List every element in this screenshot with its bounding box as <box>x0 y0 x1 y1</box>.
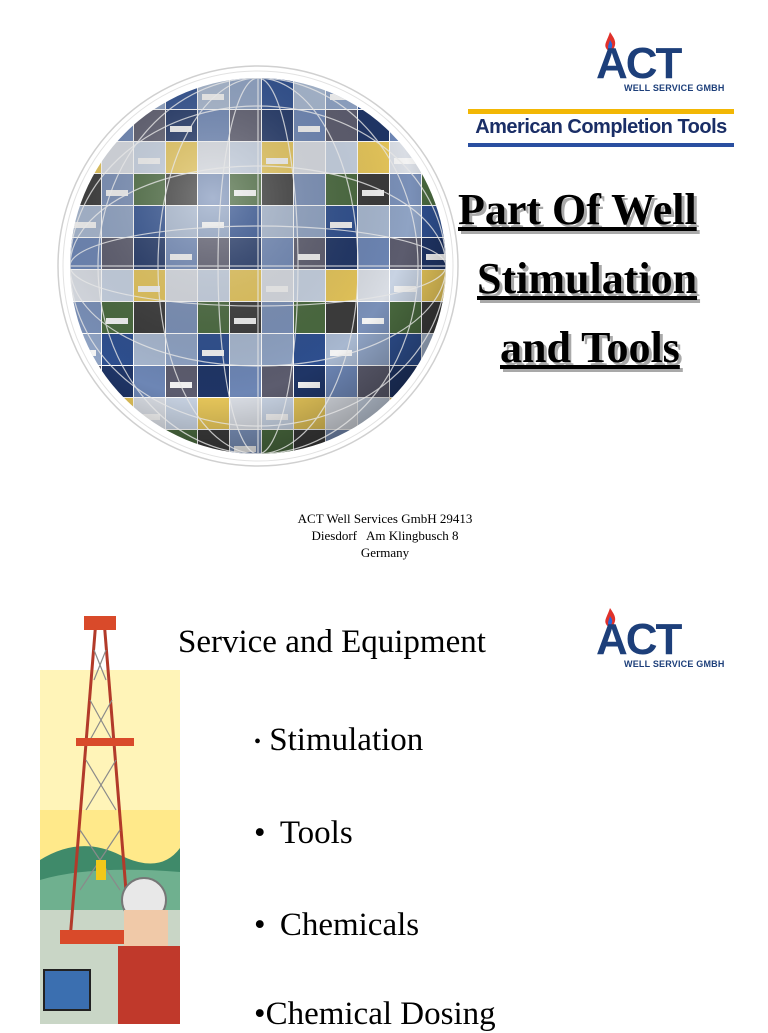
globe-tile-highlight <box>426 126 448 132</box>
act-logo <box>592 30 742 100</box>
globe-tile <box>70 430 101 461</box>
globe-tile-highlight <box>106 446 128 452</box>
act-logo-2 <box>592 606 742 676</box>
globe-tile <box>422 110 453 141</box>
logo-letters: ACT <box>596 615 681 664</box>
title-line-2: Stimulation <box>477 254 698 303</box>
address-line-3: Germany <box>360 545 410 560</box>
logo-subtitle: WELL SERVICE GMBH <box>624 659 725 669</box>
globe-tile <box>390 78 421 109</box>
company-address <box>250 510 520 561</box>
brand-bar-bottom-stripe <box>468 143 734 147</box>
globe-tile <box>70 110 101 141</box>
globe-tile <box>102 430 133 461</box>
address-line-2: Diesdorf Am Klingbusch 8 <box>311 528 459 543</box>
drilling-rig-illustration <box>40 610 180 1024</box>
bullet-item <box>254 815 353 852</box>
bullet-text: Stimulation <box>269 722 424 758</box>
address-line-1: ACT Well Services GmbH 29413 <box>297 511 473 526</box>
bullet-marker: • <box>254 730 262 753</box>
globe-tile <box>422 366 453 397</box>
globe-tile <box>390 398 421 429</box>
globe-tile <box>102 78 133 109</box>
globe-image <box>52 60 464 472</box>
globe-tile <box>70 366 101 397</box>
globe-tile-highlight <box>426 382 448 388</box>
globe-tile <box>70 398 101 429</box>
globe-tile <box>390 430 421 461</box>
globe-tile <box>358 430 389 461</box>
bullet-marker: • <box>254 815 266 851</box>
logo-letters: ACT <box>596 39 681 88</box>
globe-tile <box>358 78 389 109</box>
globe-tile <box>422 430 453 461</box>
globe-tile <box>102 398 133 429</box>
globe-tile-highlight <box>394 414 416 420</box>
brand-bar-top-stripe <box>468 109 734 114</box>
logo-subtitle: WELL SERVICE GMBH <box>624 83 725 93</box>
globe-illustration <box>52 60 464 472</box>
bullet-text: Tools <box>279 815 353 851</box>
bullet-item <box>254 907 419 944</box>
bullet-item <box>254 722 423 759</box>
globe-tile <box>70 78 101 109</box>
globe-tile <box>422 78 453 109</box>
bullet-text: Chemical Dosing <box>265 996 496 1032</box>
bullet-text: Chemicals <box>279 907 420 943</box>
brand-bar <box>468 109 734 147</box>
slide2-title: Service and Equipment <box>178 624 486 660</box>
bullet-marker: • <box>254 996 266 1032</box>
globe-tile <box>390 110 421 141</box>
title-line-1: Part Of Well <box>458 185 697 234</box>
drilling-rig-image <box>40 610 180 1024</box>
globe-tile <box>422 398 453 429</box>
globe-tile-highlight <box>74 94 96 100</box>
title-line-3: and Tools <box>500 323 680 372</box>
bullet-item <box>254 996 496 1033</box>
bullet-marker: • <box>254 907 266 943</box>
globe-tile-highlight <box>362 446 384 452</box>
brand-bar-text: American Completion Tools <box>475 116 727 138</box>
